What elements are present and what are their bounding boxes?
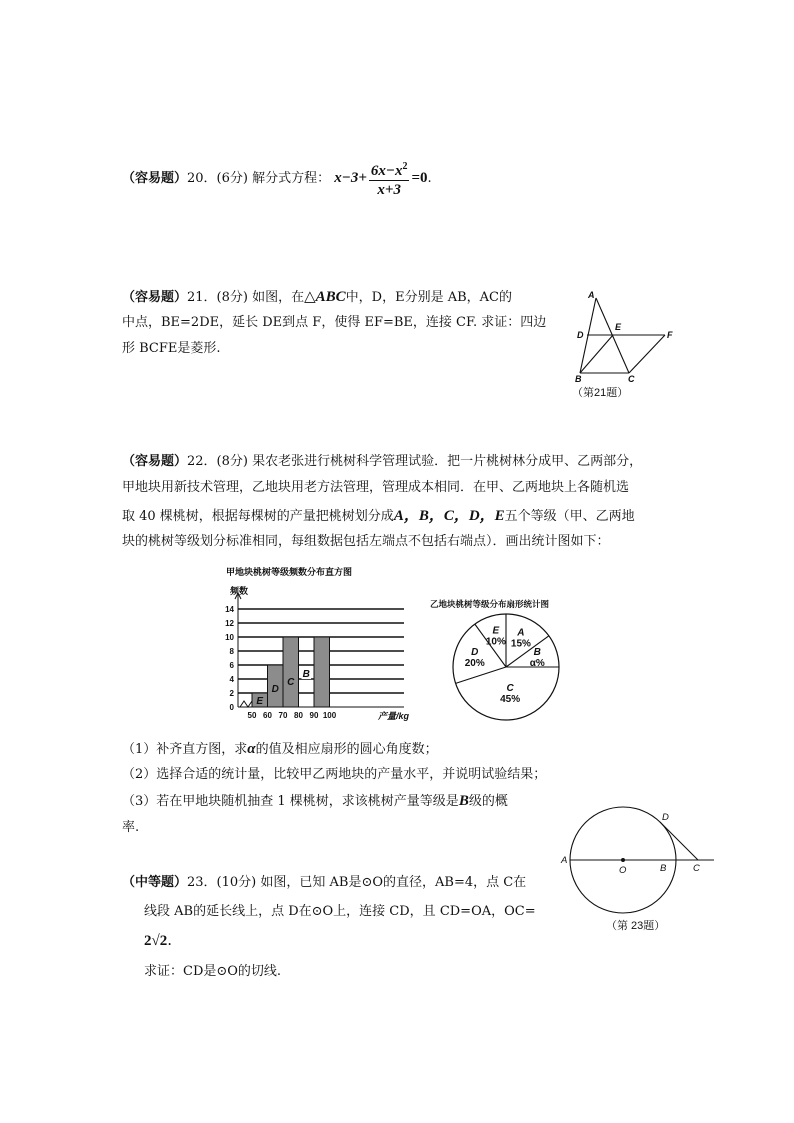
x-tick-label: 50 [247, 711, 257, 720]
q23-line2: 线段 AB的延长线上，点 D在⊙O上，连接 CD，且 CD=OA，OC= [144, 904, 536, 919]
y-tick-label: 4 [229, 675, 234, 684]
label-b: B [575, 374, 582, 384]
q21-line1-b: 中，D，E分别是 AB，AC的 [345, 290, 512, 305]
q22-line4: 块的桃树等级划分标准相同，每组数据包括左端点不包括右端点）．画出统计图如下： [122, 534, 610, 549]
pie-slice-value: 15% [510, 638, 531, 650]
q22-line2: 甲地块用新技术管理，乙地块用老方法管理，管理成本相同．在甲、乙两地块上各随机选 [122, 480, 630, 495]
q21-caption: （第21题） [572, 387, 629, 398]
label-c: C [693, 863, 700, 874]
x-tick-label: 100 [322, 711, 337, 720]
q22-tag: （容易题） [122, 454, 188, 469]
label-d: D [577, 330, 584, 340]
q22-sub3-end: 率. [122, 820, 140, 835]
x-tick-label: 70 [278, 711, 288, 720]
q23-figure [556, 805, 721, 935]
q21-line2: 中点，BE=2DE，延长 DE到点 F，使得 EF=BE，连接 CF. 求证：四边 [122, 315, 547, 330]
q23-tag: （中等题） [122, 875, 188, 890]
q20-eq-right: =0 [411, 170, 428, 186]
y-tick-label: 14 [225, 605, 234, 614]
q23-line1 [122, 873, 526, 893]
q20-numerator: 6x−x [370, 163, 403, 179]
label-e: E [615, 322, 622, 332]
histogram-xlabel: 产量/kg [378, 711, 410, 721]
x-tick-label: 90 [309, 711, 319, 720]
q23-line4: 求证：CD是⊙O的切线. [144, 964, 282, 979]
q22-grade-b: B [458, 793, 469, 809]
segment-cf [629, 335, 665, 373]
label-d: D [662, 812, 669, 823]
pie-slice-label: A [517, 627, 525, 639]
x-tick-label: 80 [294, 711, 303, 720]
q21-triangle: △ABC [304, 289, 346, 305]
q23-caption: （第 23题） [606, 920, 666, 932]
label-a: A [588, 290, 595, 300]
q22-sub1-a: （1）补齐直方图，求 [122, 742, 248, 757]
q21-tag: （容易题） [122, 290, 188, 305]
q22-sub1-b: 的值及相应扇形的圆心角度数； [255, 742, 438, 757]
y-tick-label: 10 [225, 633, 234, 642]
pie-slice-label: C [506, 683, 514, 695]
q22-line1 [122, 452, 642, 472]
q20-numerator-sup: 2 [402, 161, 408, 172]
q23-line3 [144, 930, 172, 951]
q21-figure [570, 288, 690, 398]
label-o: O [619, 865, 627, 876]
pie-slice-label: B [533, 646, 541, 658]
segment-be [580, 335, 613, 373]
q22-sub1 [122, 739, 438, 760]
pie-slice-value: 20% [464, 657, 485, 669]
q21-line3: 形 BCFE是菱形. [122, 341, 221, 356]
pie-slice-value: 45% [500, 694, 521, 706]
q22-line1-text: 22．(8分) 果农老张进行桃树科学管理试验．把一片桃树林分成甲、乙两部分， [187, 454, 643, 469]
y-tick-label: 0 [229, 703, 234, 712]
bar-category-label: D [271, 684, 279, 695]
bar-category-label: E [256, 696, 264, 707]
histogram-bar [283, 637, 299, 707]
histogram-chart [214, 562, 420, 722]
histogram-title: 甲地块桃树等级频数分布直方图 [226, 567, 353, 577]
bar-category-label: C [287, 677, 295, 688]
q22-sub3-c: 级的概 [468, 794, 508, 809]
q23-value: 2√2 [144, 933, 168, 949]
q22-sub3-a: （3）若在甲地块随机抽查 1 棵桃树，求该桃树产量等级是 [122, 794, 459, 809]
q20-eq-left: x−3+ [334, 170, 367, 186]
q20-line [122, 158, 432, 198]
histogram-ylabel: 频数 [230, 586, 249, 596]
pie-slice-value: 10% [485, 636, 506, 648]
q22-grade-letters: A，B，C，D，E [393, 508, 505, 524]
center-point [621, 858, 625, 862]
y-tick-label: 12 [225, 619, 234, 628]
q23-line1-text: 23．(10分) 如图，已知 AB是⊙O的直径，AB=4，点 C在 [187, 875, 527, 890]
q21-line1-a: 21．(8分) 如图，在 [187, 290, 305, 305]
segment-cd [660, 822, 698, 860]
q20-fraction [369, 158, 410, 199]
y-tick-label: 8 [229, 647, 234, 656]
label-f: F [667, 330, 673, 340]
q20-tag: （容易题） [122, 171, 188, 186]
x-tick-label: 60 [263, 711, 272, 720]
pie-slice-label: D [471, 646, 479, 658]
q22-line3 [122, 506, 635, 527]
q22-alpha: α [247, 741, 256, 757]
q22-sub3 [122, 791, 508, 812]
bar-category-label: B [302, 669, 310, 680]
label-b: B [660, 863, 667, 874]
q22-sub2: （2）选择合适的统计量，比较甲乙两地块的产量水平，并说明试验结果； [122, 767, 547, 782]
label-c: C [628, 374, 635, 384]
histogram-bar [314, 637, 330, 707]
y-tick-label: 2 [229, 689, 234, 698]
q21-line1 [122, 287, 512, 308]
y-tick-label: 6 [229, 661, 234, 670]
q20-denominator: x+3 [377, 182, 401, 198]
q20-head: 20．(6分) 解分式方程： [187, 171, 331, 186]
q22-line3-a: 取 40 棵桃树，根据每棵树的产量把桃树划分成 [122, 509, 394, 524]
pie-chart [428, 595, 598, 725]
label-a: A [561, 855, 568, 866]
pie-slice-label: E [492, 625, 500, 637]
q20-end: . [427, 171, 432, 186]
pie-title: 乙地块桃树等级分布扇形统计图 [430, 599, 550, 609]
pie-slice-value: α% [529, 657, 545, 669]
q23-value-end: . [167, 931, 173, 949]
q22-line3-b: 五个等级（甲、乙两地 [504, 509, 635, 524]
